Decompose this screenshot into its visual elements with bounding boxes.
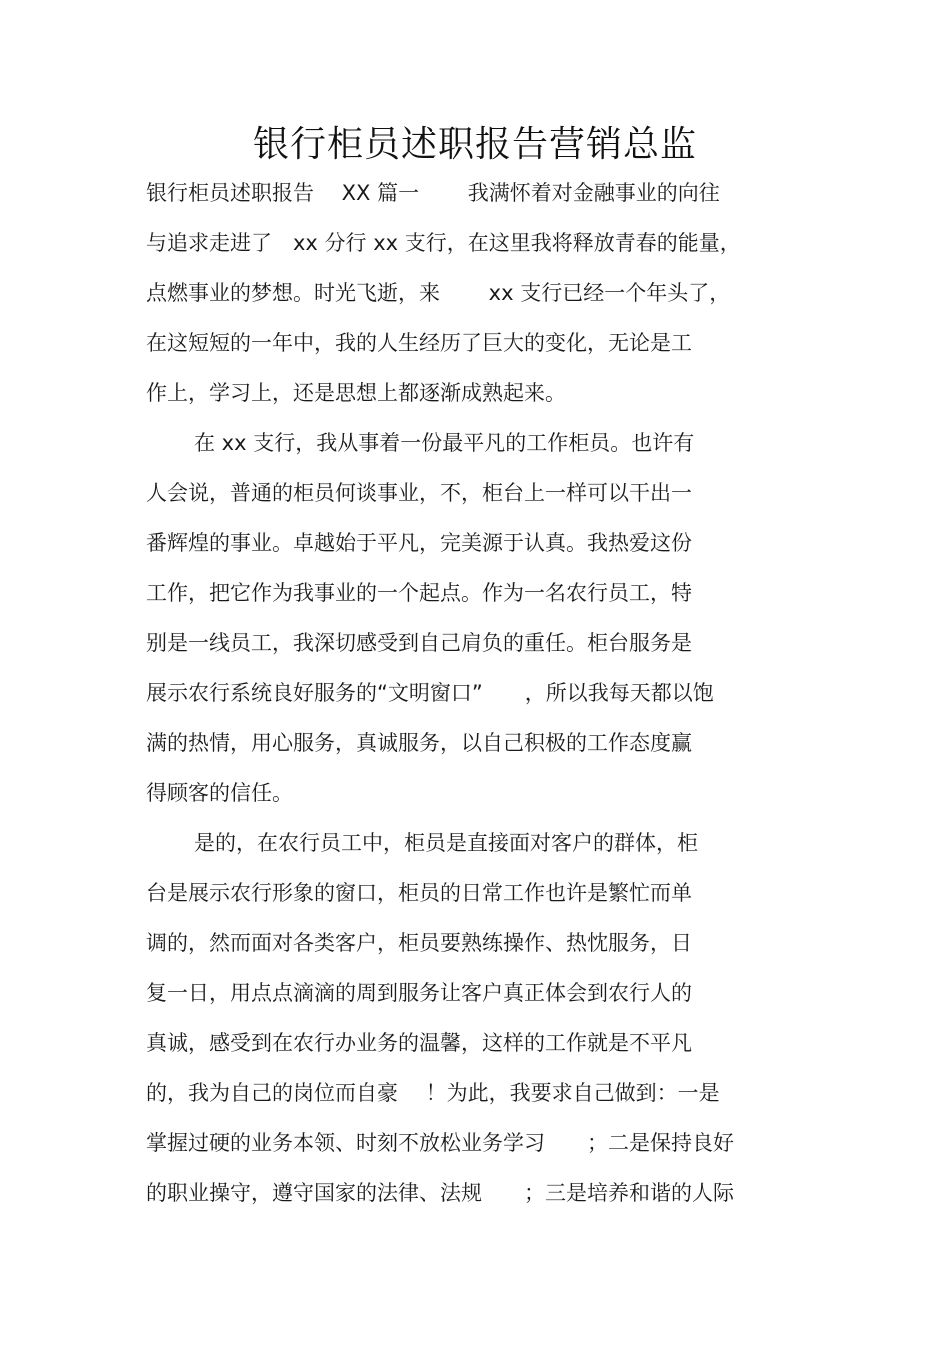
text-line: 台是展示农行形象的窗口，柜员的日常工作也许是繁忙而单 (146, 881, 692, 905)
text-line: 与追求走进了 xx 分行 xx 支行，在这里我将释放青春的能量， (146, 231, 741, 255)
document-title: 银行柜员述职报告营销总监 (252, 124, 697, 165)
text-line: 真诚，感受到在农行办业务的温馨，这样的工作就是不平凡 (146, 1031, 692, 1055)
document-body (146, 168, 826, 1218)
text-line-indented: 是的，在农行员工中，柜员是直接面对客户的群体，柜 (194, 831, 698, 855)
text-line: 银行柜员述职报告 XX 篇一 我满怀着对金融事业的向往 (146, 181, 720, 205)
text-line: 人会说，普通的柜员何谈事业，不，柜台上一样可以干出一 (146, 481, 692, 505)
text-line: 的职业操守，遵守国家的法律、法规 ；三是培养和谐的人际 (146, 1181, 734, 1205)
text-line-indented: 在 xx 支行，我从事着一份最平凡的工作柜员。也许有 (194, 431, 695, 455)
text-line: 调的，然而面对各类客户，柜员要熟练操作、热忱服务，日 (146, 931, 692, 955)
text-line: 在这短短的一年中，我的人生经历了巨大的变化，无论是工 (146, 331, 692, 355)
text-line: 作上，学习上，还是思想上都逐渐成熟起来。 (146, 381, 566, 405)
text-line: 复一日，用点点滴滴的周到服务让客户真正体会到农行人的 (146, 981, 692, 1005)
text-line: 得顾客的信任。 (146, 781, 293, 805)
text-line: 展示农行系统良好服务的“文明窗口” ，所以我每天都以饱 (146, 681, 714, 705)
text-line: 满的热情，用心服务，真诚服务，以自己积极的工作态度赢 (146, 731, 692, 755)
text-line: 工作，把它作为我事业的一个起点。作为一名农行员工，特 (146, 581, 692, 605)
text-line: 番辉煌的事业。卓越始于平凡，完美源于认真。我热爱这份 (146, 531, 692, 555)
text-line: 掌握过硬的业务本领、时刻不放松业务学习 ；二是保持良好 (146, 1131, 734, 1155)
text-line: 的，我为自己的岗位而自豪 ！为此，我要求自己做到：一是 (146, 1081, 720, 1105)
text-line: 别是一线员工，我深切感受到自己肩负的重任。柜台服务是 (146, 631, 692, 655)
text-line: 点燃事业的梦想。时光飞逝，来 xx 支行已经一个年头了， (146, 281, 731, 305)
